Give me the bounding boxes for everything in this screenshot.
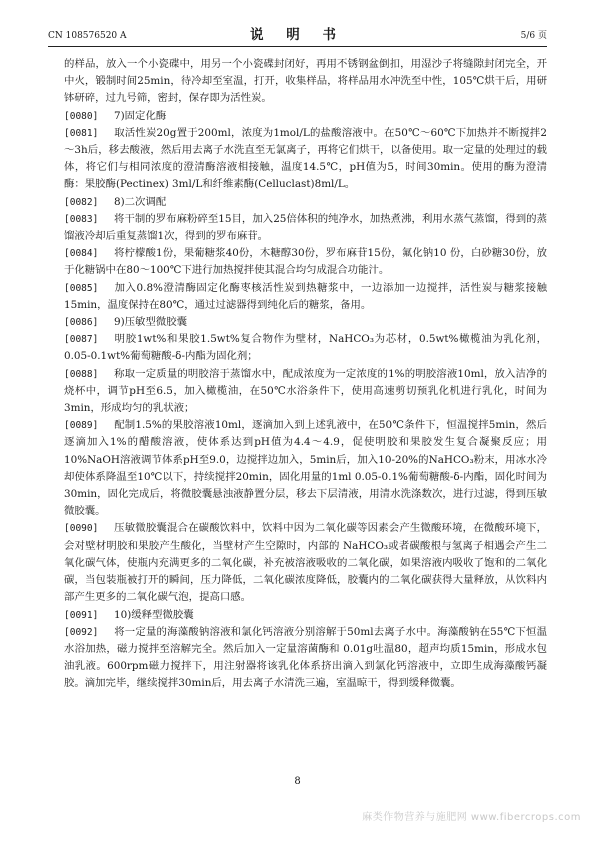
section-heading: 8)二次调配 [114,195,167,208]
paragraph-number: [0083] [64,213,99,225]
section-heading: 7)固定化酶 [114,109,167,122]
page-number: 8 [294,776,301,787]
patent-number: CN 108576520 A [48,31,127,41]
paragraph-text: 加入0.8%澄清酶固定化酶枣核活性炭到热糖浆中，一边添加一边搅拌，活性炭与糖浆接触15min，温度保持在80℃，通过过滤器得到纯化后的糖浆，备用。 [64,281,547,311]
paragraph [64,331,547,365]
paragraph-continued [64,56,547,108]
paragraph-number: [0085] [64,282,99,294]
paragraph-text: 取活性炭20g置于200ml，浓度为1mol/L的盐酸溶液中。在50℃～60℃下加热并不断搅拌2～3h后，移去酸液，然后用去离子水洗直至无氯离子，再将它们烘干，以备使用。取一定量的处理过的载体，将它们与相同浓度的澄清酶溶液相接触，温度14.5℃，pH值为5，时间30min。使用的酶为澄清酶：果胶酶(Pectinex) 3ml/L和纤维素酶(Celluclast)8ml/L。 [64,126,547,191]
paragraph-text: 压敏微胶囊混合在碳酸饮料中，饮料中因为二氧化碳等因素会产生微酸环境，在微酸环境下，会对壁材明胶和果胶产生酸化，当壁材产生空隙时，内部的 NaHCO₃或者碳酸根与氢离子相遇会产生二氧化碳气体，使瓶内充满更多的二氧化碳，补充被溶液吸收的二氧化碳，如果溶液内吸收了饱和的二氧化碳，当包装瓶被打开的瞬间，压力降低，二氧化碳浓度降低，胶囊内的二氧化碳获得大量释放，从饮料内部产生更多的二氧化碳气泡，提高口感。 [64,522,547,604]
paragraph [64,194,547,211]
paragraph-number: [0084] [64,248,99,260]
paragraph-number: [0087] [64,334,99,346]
site-watermark: 麻类作物营养与施肥网 www.fibercrops.com [362,812,581,823]
paragraph [64,108,547,125]
document-title: 说 明 书 [250,27,345,43]
paragraph [64,520,547,606]
paragraph-text: 称取一定质量的明胶溶于蒸馏水中，配成浓度为一定浓度的1%的明胶溶液10ml，放入洁净的烧杯中，调节pH至6.5，加入橄榄油，在50℃水浴条件下，使用高速剪切预乳化机进行乳化，时间为3min，形成均匀的乳状液； [64,367,547,415]
paragraph-number: [0092] [64,626,99,638]
paragraph [64,607,547,624]
page-header [48,26,547,47]
paragraph [64,280,547,314]
section-heading: 9)压敏型微胶囊 [114,316,188,329]
paragraph-text: 配制1.5%的果胶溶液10ml，逐滴加入到上述乳液中，在50℃条件下，恒温搅拌5min，然后逐滴加入1%的醋酸溶液，使体系达到pH值为4.4～4.9，促使明胶和果胶发生复合凝聚反应；用10%NaOH溶液调节体系pH至9.0，边搅拌边加入，5min后，加入10-20%的NaHCO₃粉末，用冰水冷却使体系降温至10℃以下，持续搅拌20min，固化用量的1ml 0.05-0.1%葡萄糖酸-δ-内酯，固化时间为30min，固化完成后，将微胶囊悬浊液静置分层，移去下层清液，用清水洗涤数次，进行过滤，得到压敏微胶囊。 [64,419,547,518]
section-heading: 10)缓释型微胶囊 [114,608,194,621]
paragraph-number: [0082] [64,196,99,208]
page-of-total: 5/6 页 [520,31,547,41]
paragraph-number: [0081] [64,127,99,139]
paragraph-number: [0086] [64,317,99,329]
paragraph-text: 的样品，放入一个小瓷碟中，用另一个小瓷碟封闭好，再用不锈钢盆倒扣，用湿沙子将缝隙封闭完全，开中火，锻制时间25min，待冷却至室温，打开，收集样品，将样品用水冲洗至中性，105℃烘干后，用研钵研碎，过九号筛，密封，保存即为活性炭。 [64,58,547,105]
paragraph-number: [0090] [64,523,99,535]
paragraph-text: 明胶1wt%和果胶1.5wt%复合物作为壁材，NaHCO₃为芯材，0.5wt%橄榄油为乳化剂，0.05-0.1wt%葡萄糖酸-δ-内酯为固化剂； [64,333,547,363]
paragraph [64,314,547,331]
paragraph-number: [0080] [64,110,99,122]
paragraph-number: [0089] [64,420,99,432]
paragraph-number: [0091] [64,609,99,621]
paragraph-text: 将柠檬酸1份，果葡糖浆40份，木糖醇30份，罗布麻苷15份，氟化钠10 份，白砂糖30份，放于化糖锅中在80～100℃下进行加热搅拌使其混合均匀成混合功能汁。 [64,247,547,277]
paragraph-text: 将一定量的海藻酸钠溶液和氯化钙溶液分别溶解于50ml去离子水中。海藻酸钠在55℃下恒温水浴加热，磁力搅拌至溶解完全。然后加入一定量溶菌酶和 0.01g吐温80，超声均质15min，形成水包油乳液。600rpm磁力搅拌下，用注射器将该乳化体系挤出滴入到氯化钙溶液中，立即生成海藻酸钙凝胶。滴加完毕，继续搅拌30min后，用去离子水清洗三遍，室温晾干，得到缓释微囊。 [64,625,547,690]
paragraph [64,125,547,194]
paragraph [64,366,547,418]
paragraph [64,245,547,279]
paragraph-number: [0088] [64,368,99,380]
paragraph [64,417,547,520]
document-body [64,56,547,693]
paragraph-text: 将干制的罗布麻粉碎至15目，加入25倍体积的纯净水，加热煮沸，利用水蒸气蒸馏，得到的蒸馏液冷却后重复蒸馏1次，得到的罗布麻苷。 [64,212,547,243]
paragraph [64,211,547,245]
paragraph [64,624,547,693]
